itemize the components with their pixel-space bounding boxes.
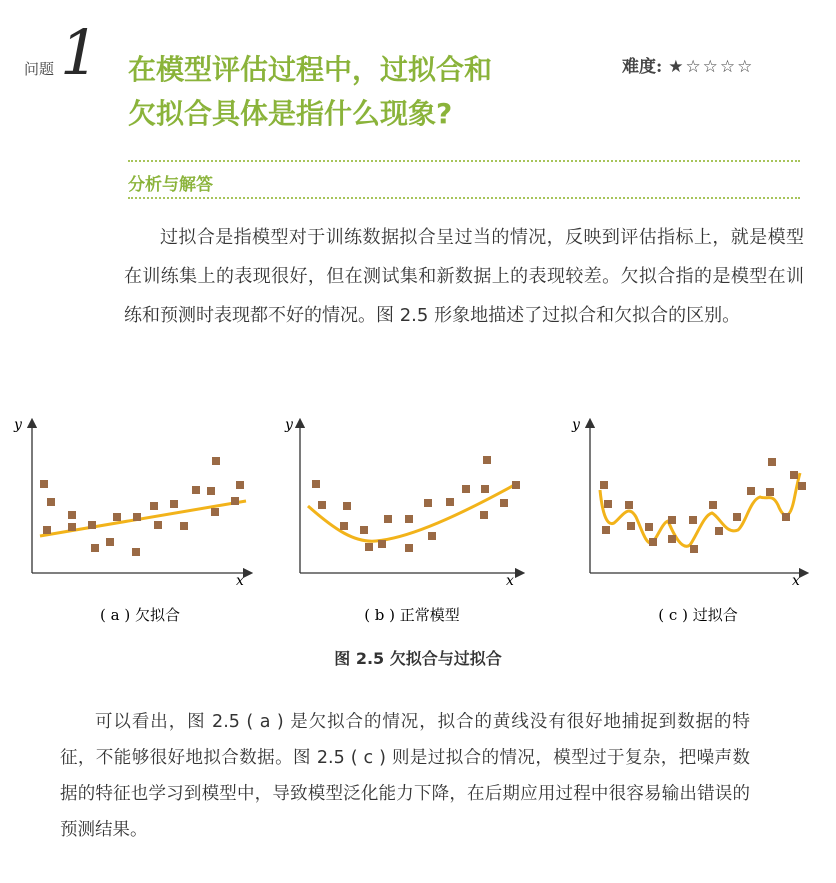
panel-normal xyxy=(284,417,520,589)
page-title xyxy=(128,48,492,136)
question-label: 问题 xyxy=(24,60,55,78)
figure-underfit-overfit xyxy=(0,405,836,635)
x-axis-label: x xyxy=(506,573,514,589)
section-title: 分析与解答 xyxy=(128,175,213,195)
panel-b-caption: ( b ) 正常模型 xyxy=(364,606,460,624)
question-number: 1 xyxy=(60,16,100,89)
star-icon: ★☆☆☆☆ xyxy=(668,57,755,77)
panel-overfit xyxy=(571,417,806,589)
difficulty-label: 难度: xyxy=(622,57,663,77)
title-line-1: 在模型评估过程中，过拟合和 xyxy=(128,53,493,86)
x-axis-label: x xyxy=(236,573,244,589)
y-axis-label: y xyxy=(285,417,293,433)
fit-curve xyxy=(600,473,800,546)
divider-bottom xyxy=(128,197,800,199)
divider-top xyxy=(128,160,800,162)
panel-c-caption: ( c ) 过拟合 xyxy=(658,606,738,624)
x-axis-label: x xyxy=(792,573,800,589)
figure-caption: 图 2.5 欠拟合与过拟合 xyxy=(334,649,502,668)
title-line-2: 欠拟合具体是指什么现象? xyxy=(128,97,453,130)
paragraph-explanation: 可以看出，图 2.5 ( a ) 是欠拟合的情况，拟合的黄线没有很好地捕捉到数据的特征，不能够很好地拟合数据。图 2.5 ( c ) 则是过拟合的情况，模型过于复杂，把噪声数据的特征也学习到模型中，导致模型泛化能力下降，在后期应用过程中很容易输出错误的预测结果。 xyxy=(60,712,750,840)
y-axis-label: y xyxy=(572,417,580,433)
y-axis-label: y xyxy=(14,417,22,433)
panel-a-caption: ( a ) 欠拟合 xyxy=(100,606,180,624)
data-points xyxy=(600,458,806,553)
difficulty-rating xyxy=(622,52,754,77)
paragraph-intro: 过拟合是指模型对于训练数据拟合呈过当的情况，反映到评估指标上，就是模型在训练集上的表现很好，但在测试集和新数据上的表现较差。欠拟合指的是模型在训练和预测时表现都不好的情况。图 2.5 形象地描述了过拟合和欠拟合的区别。 xyxy=(124,227,804,326)
panel-underfit xyxy=(13,417,248,589)
data-points xyxy=(312,456,520,552)
